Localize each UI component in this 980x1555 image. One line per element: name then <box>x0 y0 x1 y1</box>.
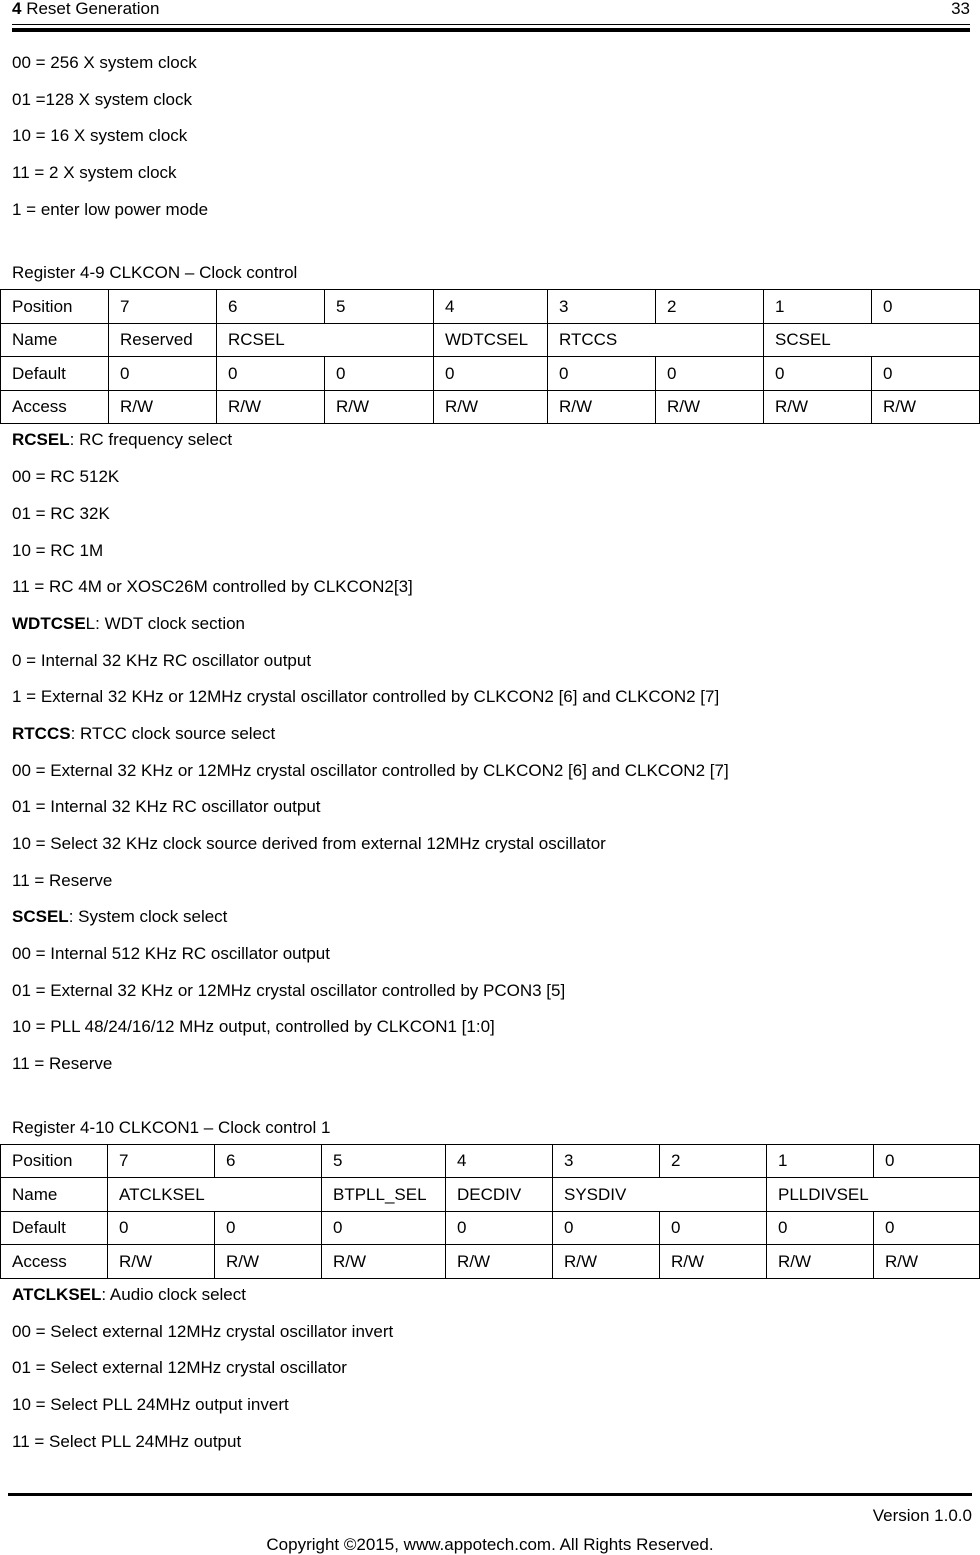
table-cell: DECDIV <box>446 1178 553 1212</box>
text-line: 1 = External 32 KHz or 12MHz crystal oscillator controlled by CLKCON2 [6] and CLKCON2 [7] <box>12 687 720 707</box>
table-cell: RCSEL <box>217 323 434 357</box>
field-desc: : System clock select <box>68 907 228 927</box>
table-cell: 0 <box>660 1211 767 1245</box>
footer-rule <box>8 1493 972 1496</box>
table-cell: 7 <box>108 1144 215 1178</box>
table-cell: 0 <box>874 1211 980 1245</box>
text-line: 00 = 256 X system clock <box>12 53 197 72</box>
table-cell: 0 <box>325 357 434 391</box>
table-row <box>1 323 980 357</box>
text-line: 1 = enter low power mode <box>12 199 209 219</box>
text-line: 00 = External 32 KHz or 12MHz crystal oscillator controlled by CLKCON2 [6] and CLKCON2 [7] <box>12 760 729 780</box>
text-line: 10 = PLL 48/24/16/12 MHz output, controlled by CLKCON1 [1:0] <box>12 1017 495 1037</box>
table-cell: PLLDIVSEL <box>767 1178 980 1212</box>
table-cell: R/W <box>215 1245 322 1279</box>
table-cell: R/W <box>325 390 434 424</box>
row-label: Access <box>1 390 109 424</box>
table-cell: R/W <box>874 1245 980 1279</box>
table-cell: 0 <box>215 1211 322 1245</box>
table-cell: 0 <box>322 1211 446 1245</box>
table-cell: 0 <box>872 357 980 391</box>
table-cell: R/W <box>434 390 548 424</box>
table-cell: R/W <box>548 390 656 424</box>
field-desc: : Audio clock select <box>101 1284 246 1304</box>
table-cell: R/W <box>108 1245 215 1279</box>
field-desc: : RC frequency select <box>69 430 233 450</box>
text-line: 00 = Internal 512 KHz RC oscillator output <box>12 944 330 964</box>
table-cell: 1 <box>767 1144 874 1178</box>
table-cell: 0 <box>434 357 548 391</box>
chapter-number: 4 <box>12 0 22 18</box>
text-line: 01 = External 32 KHz or 12MHz crystal oscillator controlled by PCON3 [5] <box>12 980 566 1000</box>
text-line: 01 = Internal 32 KHz RC oscillator output <box>12 797 321 817</box>
chapter-title: Reset Generation <box>26 0 160 18</box>
row-label: Access <box>1 1245 108 1279</box>
table-cell: 0 <box>872 290 980 324</box>
table-cell: 5 <box>322 1144 446 1178</box>
register-caption: Register 4-10 CLKCON1 – Clock control 1 <box>12 1117 331 1137</box>
table-row <box>1 390 980 424</box>
table-cell: 6 <box>215 1144 322 1178</box>
spacer <box>12 234 978 261</box>
field-desc: : RTCC clock source select <box>70 723 276 743</box>
field-name: WDTCSE <box>12 613 86 633</box>
text-line: 11 = 2 X system clock <box>12 163 177 183</box>
table-cell: 4 <box>434 290 548 324</box>
table-row <box>1 357 980 391</box>
table-cell: 5 <box>325 290 434 324</box>
text-line: 0 = Internal 32 KHz RC oscillator output <box>12 650 312 670</box>
page-number: 33 <box>951 0 970 18</box>
table-cell: 6 <box>217 290 325 324</box>
field-name: SCSEL <box>12 907 69 927</box>
text-line: 01 = RC 32K <box>12 503 110 523</box>
table-cell: 0 <box>874 1144 980 1178</box>
text-line: 11 = Reserve <box>12 1054 113 1074</box>
row-label: Position <box>1 290 109 324</box>
table-cell: 2 <box>656 290 764 324</box>
page-footer <box>8 1493 972 1555</box>
table-cell: 2 <box>660 1144 767 1178</box>
table-cell: WDTCSEL <box>434 323 548 357</box>
text-line: 10 = RC 1M <box>12 540 104 560</box>
table-cell: BTPLL_SEL <box>322 1178 446 1212</box>
table-cell: R/W <box>446 1245 553 1279</box>
table-cell: 0 <box>217 357 325 391</box>
table-cell: 3 <box>548 290 656 324</box>
chapter-heading <box>12 0 159 19</box>
table-cell: R/W <box>109 390 217 424</box>
table-cell: 3 <box>553 1144 660 1178</box>
table-cell: R/W <box>217 390 325 424</box>
row-label: Default <box>1 357 109 391</box>
text-line: 01 = Select external 12MHz crystal oscillator <box>12 1358 347 1378</box>
table-cell: R/W <box>767 1245 874 1279</box>
text-line: 10 = 16 X system clock <box>12 126 188 146</box>
table-row <box>1 1144 980 1178</box>
table-cell: R/W <box>553 1245 660 1279</box>
register-caption: Register 4-9 CLKCON – Clock control <box>12 263 298 283</box>
table-cell: 7 <box>109 290 217 324</box>
text-line: 11 = Reserve <box>12 870 113 890</box>
field-name: RTCCS <box>12 723 71 743</box>
spacer <box>12 1089 978 1116</box>
table-cell: 4 <box>446 1144 553 1178</box>
register-table-clkcon1 <box>0 1144 980 1279</box>
text-line: 10 = Select 32 KHz clock source derived from external 12MHz crystal oscillator <box>12 834 606 853</box>
table-cell: 0 <box>108 1211 215 1245</box>
register-table-clkcon <box>0 289 980 424</box>
header-rule-thin <box>12 24 970 25</box>
text-line: 11 = RC 4M or XOSC26M controlled by CLKCON2[3] <box>12 577 413 597</box>
table-cell: SYSDIV <box>553 1178 767 1212</box>
field-description <box>12 1283 978 1320</box>
table-cell: 0 <box>656 357 764 391</box>
text-line: 00 = Select external 12MHz crystal oscillator invert <box>12 1321 394 1341</box>
table-cell: RTCCS <box>548 323 764 357</box>
text-line: 11 = Select PLL 24MHz output <box>12 1431 242 1451</box>
header-rule-thick <box>12 28 970 32</box>
table-cell: SCSEL <box>764 323 980 357</box>
table-cell: 0 <box>446 1211 553 1245</box>
field-name: ATCLKSEL <box>12 1284 102 1304</box>
table-cell: 1 <box>764 290 872 324</box>
row-label: Default <box>1 1211 108 1245</box>
table-cell: R/W <box>660 1245 767 1279</box>
page-body <box>12 51 978 1466</box>
table-row <box>1 290 980 324</box>
field-description <box>12 612 978 649</box>
text-line: 00 = RC 512K <box>12 467 120 487</box>
table-cell: R/W <box>764 390 872 424</box>
field-description <box>12 905 978 942</box>
table-cell: 0 <box>767 1211 874 1245</box>
row-label: Name <box>1 1178 108 1212</box>
table-row <box>1 1211 980 1245</box>
copyright-notice: Copyright ©2015, www.appotech.com. All Rights Reserved. <box>266 1535 714 1554</box>
field-description <box>12 428 978 465</box>
table-cell: 0 <box>548 357 656 391</box>
version-label: Version 1.0.0 <box>872 1506 972 1525</box>
row-label: Name <box>1 323 109 357</box>
field-description <box>12 722 978 759</box>
table-cell: ATCLKSEL <box>108 1178 322 1212</box>
table-cell: 0 <box>553 1211 660 1245</box>
table-cell: 0 <box>764 357 872 391</box>
field-name: RCSEL <box>12 430 70 450</box>
page-header <box>12 0 970 34</box>
text-line: 01 =128 X system clock <box>12 89 193 109</box>
table-cell: R/W <box>656 390 764 424</box>
table-cell: R/W <box>322 1245 446 1279</box>
table-row <box>1 1178 980 1212</box>
table-cell: R/W <box>872 390 980 424</box>
table-cell: Reserved <box>109 323 217 357</box>
table-row <box>1 1245 980 1279</box>
field-desc: L: WDT clock section <box>85 613 246 633</box>
row-label: Position <box>1 1144 108 1178</box>
table-cell: 0 <box>109 357 217 391</box>
text-line: 10 = Select PLL 24MHz output invert <box>12 1394 289 1414</box>
